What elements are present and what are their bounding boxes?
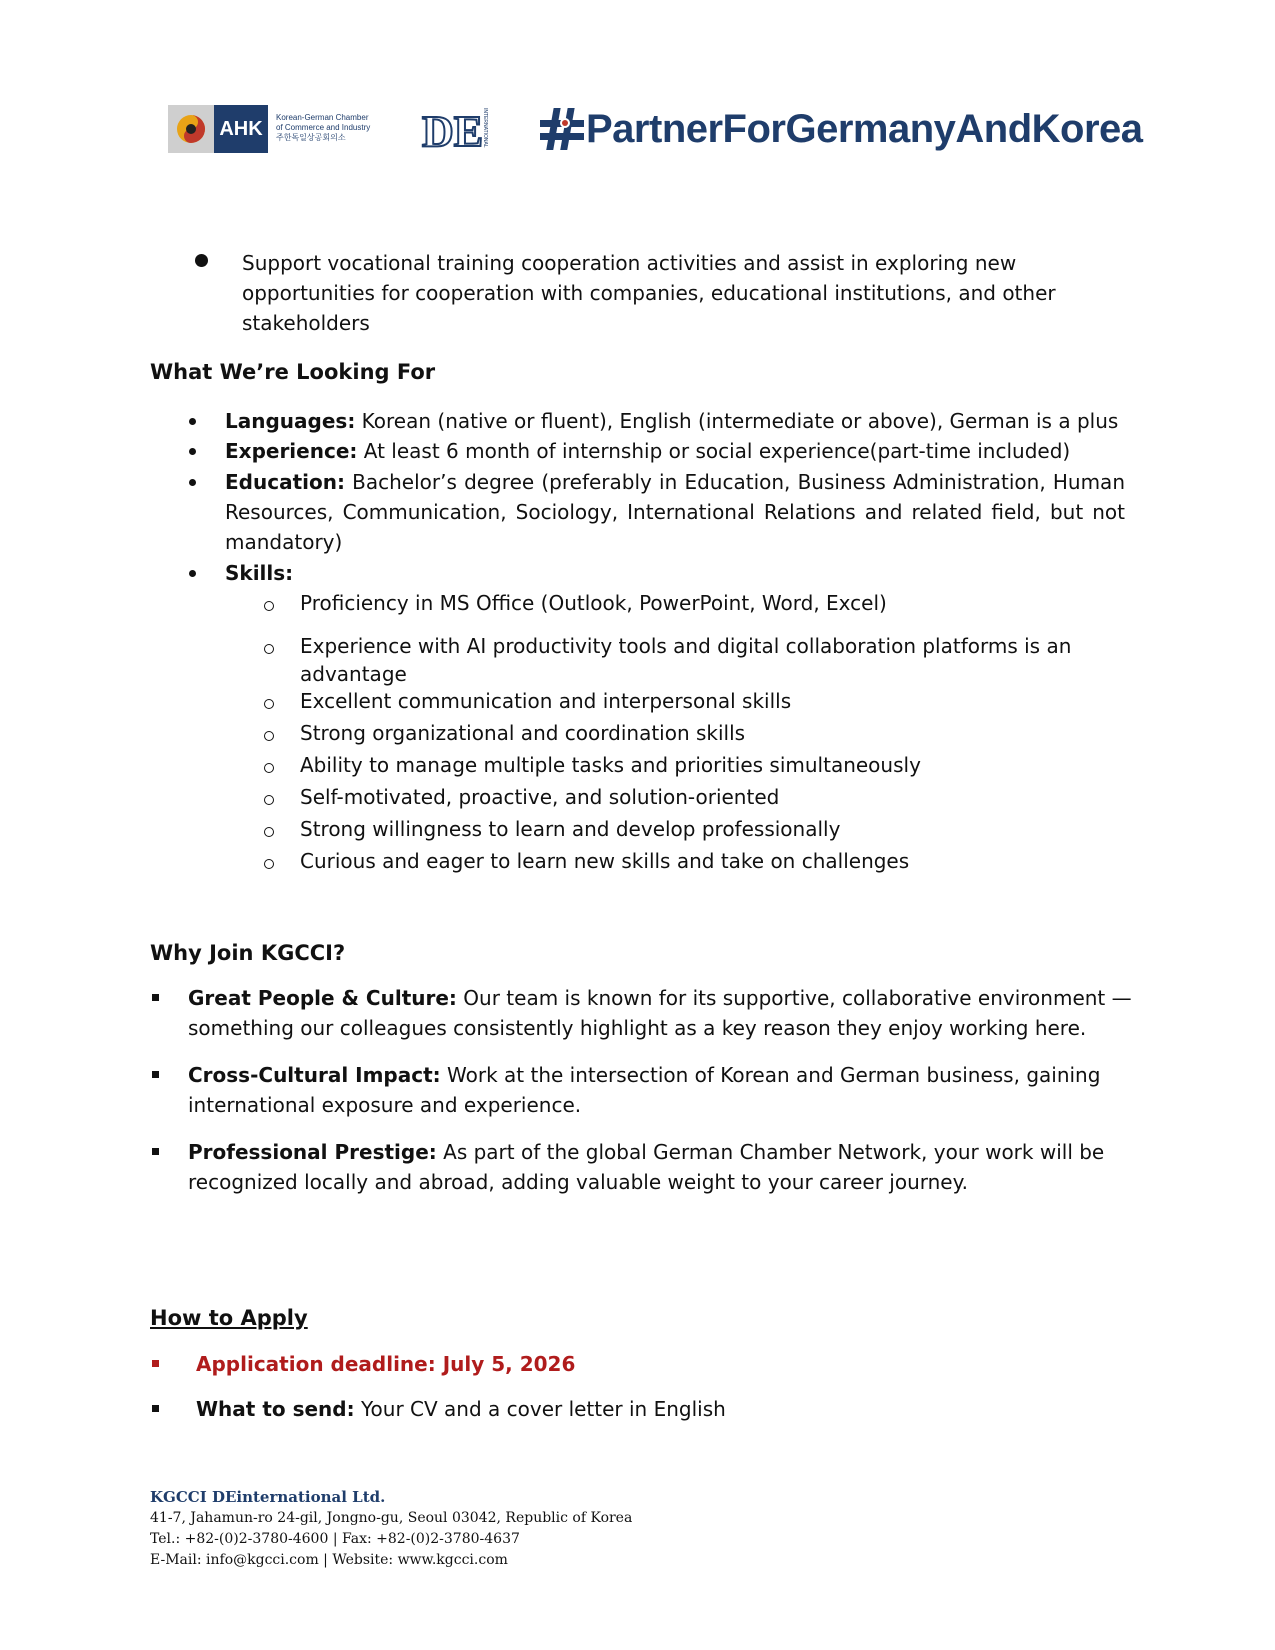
sub-bullet-icon bbox=[264, 859, 274, 869]
footer bbox=[150, 1487, 1050, 1571]
de-international-logo bbox=[420, 104, 490, 154]
application-deadline: Application deadline: July 5, 2026 bbox=[196, 1352, 576, 1376]
sub-bullet-icon bbox=[264, 644, 274, 654]
sub-bullet-icon bbox=[264, 763, 274, 773]
square-bullet-icon bbox=[152, 1360, 159, 1367]
bullet-icon bbox=[189, 448, 196, 455]
skills-label: Skills: bbox=[225, 561, 294, 585]
partner-text: PartnerForGermanyAndKorea bbox=[586, 106, 1143, 151]
bullet-icon bbox=[189, 418, 196, 425]
why-join-item: Professional Prestige: As part of the global German Chamber Network, your work will be recognized locally and abroad, adding valuable weight to your career journey. bbox=[188, 1140, 1105, 1194]
bullet-icon bbox=[189, 479, 196, 486]
square-bullet-icon bbox=[152, 994, 159, 1001]
languages-item: Languages: Korean (native or fluent), English (intermediate or above), German is a plus bbox=[225, 409, 1119, 433]
ahk-mark: AHK bbox=[214, 105, 268, 153]
square-bullet-icon bbox=[152, 1405, 159, 1412]
sub-bullet-icon bbox=[264, 731, 274, 741]
footer-contact: E-Mail: info@kgcci.com | Website: www.kgcci.com bbox=[150, 1552, 508, 1568]
section-heading-why-join: Why Join KGCCI? bbox=[150, 941, 346, 965]
section-heading-how-to-apply: How to Apply bbox=[150, 1306, 308, 1330]
experience-item: Experience: At least 6 month of internship or social experience(part-time included) bbox=[225, 439, 1071, 463]
skill-item: Strong willingness to learn and develop professionally bbox=[300, 817, 841, 841]
sub-bullet-icon bbox=[264, 699, 274, 709]
bullet-icon bbox=[195, 254, 208, 267]
square-bullet-icon bbox=[152, 1071, 159, 1078]
skill-item-continued: advantage bbox=[300, 662, 407, 686]
svg-text:DE: DE bbox=[422, 107, 484, 154]
hashtag-icon bbox=[540, 106, 586, 152]
bullet-icon bbox=[189, 570, 196, 577]
skill-item: Self-motivated, proactive, and solution-oriented bbox=[300, 785, 780, 809]
footer-phone: Tel.: +82-(0)2-3780-4600 | Fax: +82-(0)2-3780-4637 bbox=[150, 1531, 520, 1547]
skill-item: Excellent communication and interpersonal skills bbox=[300, 689, 792, 713]
sub-bullet-icon bbox=[264, 601, 274, 611]
why-join-item: Great People & Culture: Our team is known for its supportive, collaborative environment — something our colleagues consistently highlight as a key reason they enjoy working here. bbox=[188, 986, 1132, 1040]
skill-item: Strong organizational and coordination skills bbox=[300, 721, 746, 745]
partner-hashtag-logo bbox=[540, 103, 1143, 155]
ahk-logo bbox=[168, 105, 378, 153]
intro-bullet-text: Support vocational training cooperation activities and assist in exploring new opportunities for cooperation with companies, educational institutions, and other stakeholders bbox=[242, 251, 1056, 335]
skill-item: Curious and eager to learn new skills and take on challenges bbox=[300, 849, 910, 873]
section-heading-looking-for: What We’re Looking For bbox=[150, 360, 436, 384]
sub-bullet-icon bbox=[264, 827, 274, 837]
skill-item: Proficiency in MS Office (Outlook, PowerPoint, Word, Excel) bbox=[300, 591, 887, 615]
footer-address: 41-7, Jahamun-ro 24-gil, Jongno-gu, Seoul 03042, Republic of Korea bbox=[150, 1510, 633, 1526]
what-to-send: What to send: Your CV and a cover letter in English bbox=[196, 1397, 726, 1421]
sub-bullet-icon bbox=[264, 795, 274, 805]
svg-text:INTERNATIONAL: INTERNATIONAL bbox=[482, 108, 488, 148]
why-join-item: Cross-Cultural Impact: Work at the intersection of Korean and German business, gaining international exposure and experience. bbox=[188, 1063, 1101, 1117]
education-item: Education: Bachelor’s degree (preferably in Education, Business Administration, Human Resources, Communication, Sociology, International Relations and related field, but not mandatory) bbox=[225, 470, 1125, 554]
ahk-emblem-icon bbox=[168, 105, 214, 153]
skill-item: Ability to manage multiple tasks and priorities simultaneously bbox=[300, 753, 921, 777]
footer-company: KGCCI DEinternational Ltd. bbox=[150, 1488, 386, 1506]
square-bullet-icon bbox=[152, 1148, 159, 1155]
skill-item: Experience with AI productivity tools and digital collaboration platforms is an bbox=[300, 634, 1072, 658]
ahk-text: Korean-German Chamber of Commerce and Industry 주한독일상공회의소 bbox=[276, 113, 371, 142]
